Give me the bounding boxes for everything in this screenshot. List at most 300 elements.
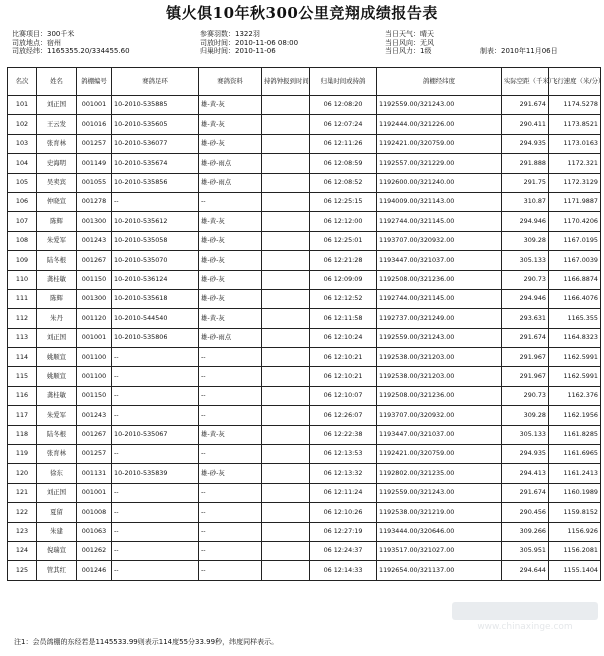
- cell-loft-id: 001257: [77, 445, 112, 464]
- cell-loft-id: 001063: [77, 522, 112, 541]
- results-table: [7, 67, 604, 581]
- cell-speed: 1170.4206: [549, 212, 601, 231]
- cell-coords: 1192421.00/320759.00: [377, 445, 502, 464]
- cell-bird-info: 雄-砂-灰: [199, 251, 262, 270]
- cell-name: 陈辉: [37, 289, 77, 308]
- info-event: 比赛项目：300千米: [12, 30, 75, 38]
- cell-loft-id: 001131: [77, 464, 112, 483]
- cell-loft-id: 001300: [77, 289, 112, 308]
- cell-clock-time: [262, 445, 310, 464]
- cell-bird-info: 雄-砂-灰: [199, 464, 262, 483]
- report-title: 镇火俱10年秋300公里竞翔成绩报告表: [166, 4, 438, 22]
- cell-ring: --: [112, 503, 199, 522]
- cell-bird-info: 雄-砂-雨点: [199, 173, 262, 192]
- cell-coords: 1192559.00/321243.00: [377, 483, 502, 502]
- cell-loft-id: 001278: [77, 192, 112, 211]
- cell-return-time: 06 12:07:24: [310, 115, 377, 134]
- cell-name: 张育林: [37, 134, 77, 153]
- col-header-coords: 鸽棚经纬度: [377, 68, 502, 96]
- cell-coords: 1192737.00/321249.00: [377, 309, 502, 328]
- cell-loft-id: 001055: [77, 173, 112, 192]
- cell-ring: 10-2010-544540: [112, 309, 199, 328]
- cell-coords: 1194009.00/321143.00: [377, 192, 502, 211]
- cell-loft-id: 001243: [77, 406, 112, 425]
- cell-rank: 107: [8, 212, 37, 231]
- cell-rank: 117: [8, 406, 37, 425]
- cell-coords: 1192559.00/321243.00: [377, 96, 502, 115]
- cell-loft-id: 001150: [77, 386, 112, 405]
- table-row: [8, 231, 601, 250]
- cell-bird-info: 雄-砂-灰: [199, 270, 262, 289]
- info-release-coords: 司放经纬：1165355.20/334455.60: [12, 47, 130, 55]
- cell-clock-time: [262, 386, 310, 405]
- cell-name: 陆冬根: [37, 251, 77, 270]
- cell-distance: 291.674: [502, 96, 549, 115]
- cell-coords: 1192538.00/321203.00: [377, 367, 502, 386]
- table-row: [8, 561, 601, 580]
- cell-clock-time: [262, 464, 310, 483]
- watermark-text: www.chinaxinge.com: [477, 622, 573, 632]
- cell-return-time: 06 12:11:24: [310, 483, 377, 502]
- table-row: [8, 386, 601, 405]
- cell-coords: 1192508.00/321236.00: [377, 270, 502, 289]
- cell-bird-info: 雄-黄-灰: [199, 212, 262, 231]
- cell-name: 龚桂敏: [37, 386, 77, 405]
- cell-ring: --: [112, 561, 199, 580]
- col-header-distance: 实际空距（千米）: [502, 68, 549, 96]
- cell-bird-info: 雄-砂-雨点: [199, 328, 262, 347]
- table-row: [8, 96, 601, 115]
- info-wind-direction: 当日风向：无风: [385, 38, 434, 47]
- table-row: [8, 328, 601, 347]
- cell-speed: 1166.8874: [549, 270, 601, 289]
- cell-clock-time: [262, 231, 310, 250]
- cell-coords: 1193707.00/320932.00: [377, 406, 502, 425]
- cell-ring: 10-2010-535612: [112, 212, 199, 231]
- cell-distance: 290.456: [502, 503, 549, 522]
- cell-return-time: 06 12:09:09: [310, 270, 377, 289]
- cell-return-time: 06 12:08:20: [310, 96, 377, 115]
- cell-coords: 1192744.00/321145.00: [377, 212, 502, 231]
- col-header-rank: 名次: [8, 68, 37, 96]
- cell-distance: 294.946: [502, 289, 549, 308]
- cell-loft-id: 001001: [77, 96, 112, 115]
- cell-name: 徐东: [37, 464, 77, 483]
- info-made-date: 制表：2010年11月06日: [480, 47, 558, 55]
- cell-rank: 111: [8, 289, 37, 308]
- cell-loft-id: 001246: [77, 561, 112, 580]
- cell-speed: 1167.0039: [549, 251, 601, 270]
- cell-speed: 1156.926: [549, 522, 601, 541]
- cell-rank: 105: [8, 173, 37, 192]
- cell-ring: --: [112, 386, 199, 405]
- cell-clock-time: [262, 134, 310, 153]
- cell-clock-time: [262, 561, 310, 580]
- cell-loft-id: 001300: [77, 212, 112, 231]
- cell-distance: 294.935: [502, 134, 549, 153]
- table-header-row: [8, 68, 601, 96]
- cell-return-time: 06 12:11:26: [310, 134, 377, 153]
- cell-speed: 1162.1956: [549, 406, 601, 425]
- cell-clock-time: [262, 483, 310, 502]
- cell-bird-info: 雄-砂-灰: [199, 231, 262, 250]
- cell-name: 朱爱军: [37, 231, 77, 250]
- info-block-event: [12, 30, 130, 56]
- cell-loft-id: 001243: [77, 231, 112, 250]
- cell-name: 仲晓宣: [37, 192, 77, 211]
- cell-bird-info: --: [199, 503, 262, 522]
- table-row: [8, 425, 601, 444]
- cell-rank: 124: [8, 541, 37, 560]
- cell-return-time: 06 12:10:21: [310, 348, 377, 367]
- cell-return-time: 06 12:12:52: [310, 289, 377, 308]
- cell-return-time: 06 12:21:28: [310, 251, 377, 270]
- table-row: [8, 289, 601, 308]
- cell-distance: 294.935: [502, 445, 549, 464]
- cell-coords: 1193447.00/321037.00: [377, 425, 502, 444]
- cell-clock-time: [262, 251, 310, 270]
- table-row: [8, 251, 601, 270]
- cell-return-time: 06 12:10:26: [310, 503, 377, 522]
- table-row: [8, 270, 601, 289]
- cell-bird-info: --: [199, 483, 262, 502]
- cell-coords: 1192538.00/321203.00: [377, 348, 502, 367]
- cell-loft-id: 001267: [77, 251, 112, 270]
- cell-name: 姚顺宣: [37, 348, 77, 367]
- table-row: [8, 154, 601, 173]
- cell-return-time: 06 12:10:21: [310, 367, 377, 386]
- cell-clock-time: [262, 270, 310, 289]
- cell-bird-info: --: [199, 192, 262, 211]
- table-row: [8, 483, 601, 502]
- cell-ring: 10-2010-536124: [112, 270, 199, 289]
- cell-distance: 305.951: [502, 541, 549, 560]
- cell-bird-info: 雄-黄-灰: [199, 115, 262, 134]
- cell-ring: --: [112, 483, 199, 502]
- cell-clock-time: [262, 289, 310, 308]
- info-release-place: 司放地点：宿州: [12, 38, 61, 47]
- table-row: [8, 464, 601, 483]
- cell-return-time: 06 12:25:01: [310, 231, 377, 250]
- cell-clock-time: [262, 192, 310, 211]
- cell-coords: 1192508.00/321236.00: [377, 386, 502, 405]
- cell-speed: 1160.1989: [549, 483, 601, 502]
- cell-return-time: 06 12:14:33: [310, 561, 377, 580]
- cell-distance: 290.73: [502, 270, 549, 289]
- cell-speed: 1167.0195: [549, 231, 601, 250]
- cell-rank: 120: [8, 464, 37, 483]
- cell-ring: 10-2010-535070: [112, 251, 199, 270]
- cell-name: 朱建: [37, 522, 77, 541]
- cell-ring: 10-2010-535839: [112, 464, 199, 483]
- cell-loft-id: 001262: [77, 541, 112, 560]
- cell-coords: 1193517.00/321027.00: [377, 541, 502, 560]
- cell-ring: 10-2010-535674: [112, 154, 199, 173]
- info-block-weather: [385, 30, 434, 56]
- cell-ring: 10-2010-535067: [112, 425, 199, 444]
- cell-clock-time: [262, 328, 310, 347]
- cell-speed: 1155.1404: [549, 561, 601, 580]
- cell-return-time: 06 12:13:53: [310, 445, 377, 464]
- cell-loft-id: 001257: [77, 134, 112, 153]
- cell-ring: 10-2010-535806: [112, 328, 199, 347]
- cell-loft-id: 001267: [77, 425, 112, 444]
- cell-coords: 1192600.00/321240.00: [377, 173, 502, 192]
- cell-clock-time: [262, 154, 310, 173]
- cell-loft-id: 001120: [77, 309, 112, 328]
- cell-name: 刘正国: [37, 96, 77, 115]
- info-release-time: 司放时间：2010-11-06 08:00: [200, 38, 299, 47]
- cell-return-time: 06 12:27:19: [310, 522, 377, 541]
- cell-bird-info: --: [199, 348, 262, 367]
- cell-rank: 101: [8, 96, 37, 115]
- cell-distance: 294.413: [502, 464, 549, 483]
- table-row: [8, 309, 601, 328]
- cell-name: 刘正国: [37, 328, 77, 347]
- cell-name: 王云发: [37, 115, 77, 134]
- cell-rank: 119: [8, 445, 37, 464]
- table-row: [8, 173, 601, 192]
- info-return-time: 归巢时间：2010-11-06: [200, 47, 276, 55]
- cell-loft-id: 001008: [77, 503, 112, 522]
- info-entries: 参赛羽数：1322羽: [200, 30, 260, 38]
- cell-speed: 1161.8285: [549, 425, 601, 444]
- cell-bird-info: --: [199, 561, 262, 580]
- cell-speed: 1161.6965: [549, 445, 601, 464]
- cell-bird-info: --: [199, 367, 262, 386]
- cell-name: 朱丹: [37, 309, 77, 328]
- cell-name: 朱爱军: [37, 406, 77, 425]
- cell-rank: 122: [8, 503, 37, 522]
- table-row: [8, 134, 601, 153]
- cell-speed: 1172.321: [549, 154, 601, 173]
- cell-rank: 102: [8, 115, 37, 134]
- cell-ring: --: [112, 406, 199, 425]
- cell-distance: 294.644: [502, 561, 549, 580]
- cell-return-time: 06 12:08:59: [310, 154, 377, 173]
- table-row: [8, 348, 601, 367]
- cell-distance: 309.28: [502, 231, 549, 250]
- cell-clock-time: [262, 348, 310, 367]
- cell-rank: 114: [8, 348, 37, 367]
- table-row: [8, 212, 601, 231]
- cell-ring: --: [112, 541, 199, 560]
- cell-distance: 291.674: [502, 328, 549, 347]
- cell-loft-id: 001100: [77, 367, 112, 386]
- table-row: [8, 445, 601, 464]
- table-row: [8, 541, 601, 560]
- cell-return-time: 06 12:13:32: [310, 464, 377, 483]
- cell-ring: --: [112, 445, 199, 464]
- cell-rank: 113: [8, 328, 37, 347]
- cell-bird-info: 雄-黄-灰: [199, 309, 262, 328]
- cell-bird-info: --: [199, 522, 262, 541]
- table-row: [8, 367, 601, 386]
- cell-bird-info: 雄-砂-雨点: [199, 154, 262, 173]
- cell-clock-time: [262, 212, 310, 231]
- cell-name: 龚桂敏: [37, 270, 77, 289]
- cell-return-time: 06 12:08:52: [310, 173, 377, 192]
- table-row: [8, 522, 601, 541]
- cell-ring: --: [112, 367, 199, 386]
- col-header-loft-id: 鸽棚编号: [77, 68, 112, 96]
- cell-clock-time: [262, 425, 310, 444]
- table-row: [8, 115, 601, 134]
- cell-distance: 305.133: [502, 251, 549, 270]
- cell-rank: 115: [8, 367, 37, 386]
- cell-coords: 1192557.00/321229.00: [377, 154, 502, 173]
- cell-coords: 1192744.00/321145.00: [377, 289, 502, 308]
- cell-distance: 310.87: [502, 192, 549, 211]
- cell-rank: 116: [8, 386, 37, 405]
- cell-name: 管其红: [37, 561, 77, 580]
- col-header-bird-info: 赛鸽资料: [199, 68, 262, 96]
- cell-clock-time: [262, 406, 310, 425]
- cell-name: 陆冬根: [37, 425, 77, 444]
- cell-bird-info: 雄-黄-灰: [199, 425, 262, 444]
- cell-ring: --: [112, 192, 199, 211]
- cell-rank: 118: [8, 425, 37, 444]
- cell-name: 陈辉: [37, 212, 77, 231]
- table-row: [8, 192, 601, 211]
- cell-coords: 1193447.00/321037.00: [377, 251, 502, 270]
- cell-clock-time: [262, 367, 310, 386]
- table-row: [8, 503, 601, 522]
- cell-distance: 290.411: [502, 115, 549, 134]
- cell-speed: 1166.4076: [549, 289, 601, 308]
- cell-name: 姚顺宣: [37, 367, 77, 386]
- col-header-speed: 飞行速度（米/分）: [549, 68, 601, 96]
- col-header-clock-time: 持鸽钟报到时间: [262, 68, 310, 96]
- table-body: [8, 96, 601, 581]
- cell-coords: 1192538.00/321219.00: [377, 503, 502, 522]
- cell-loft-id: 001016: [77, 115, 112, 134]
- cell-speed: 1156.2081: [549, 541, 601, 560]
- cell-distance: 291.674: [502, 483, 549, 502]
- cell-return-time: 06 12:25:15: [310, 192, 377, 211]
- watermark-logo: [450, 598, 600, 632]
- cell-bird-info: 雄-黄-灰: [199, 96, 262, 115]
- cell-return-time: 06 12:26:07: [310, 406, 377, 425]
- cell-clock-time: [262, 173, 310, 192]
- cell-loft-id: 001149: [77, 154, 112, 173]
- cell-ring: --: [112, 348, 199, 367]
- cell-coords: 1192802.00/321235.00: [377, 464, 502, 483]
- cell-name: 史海明: [37, 154, 77, 173]
- cell-coords: 1192444.00/321226.00: [377, 115, 502, 134]
- cell-speed: 1165.355: [549, 309, 601, 328]
- cell-name: 张育林: [37, 445, 77, 464]
- cell-loft-id: 001001: [77, 483, 112, 502]
- info-weather: 当日天气：晴天: [385, 30, 434, 38]
- cell-clock-time: [262, 309, 310, 328]
- cell-loft-id: 001100: [77, 348, 112, 367]
- cell-rank: 110: [8, 270, 37, 289]
- cell-distance: 290.73: [502, 386, 549, 405]
- cell-return-time: 06 12:12:00: [310, 212, 377, 231]
- cell-distance: 294.946: [502, 212, 549, 231]
- cell-coords: 1192421.00/320759.00: [377, 134, 502, 153]
- cell-rank: 123: [8, 522, 37, 541]
- cell-distance: 293.631: [502, 309, 549, 328]
- cell-speed: 1162.5991: [549, 348, 601, 367]
- cell-distance: 305.133: [502, 425, 549, 444]
- col-header-name: 姓名: [37, 68, 77, 96]
- cell-bird-info: --: [199, 445, 262, 464]
- cell-bird-info: --: [199, 406, 262, 425]
- cell-coords: 1192654.00/321137.00: [377, 561, 502, 580]
- cell-loft-id: 001150: [77, 270, 112, 289]
- cell-ring: 10-2010-536077: [112, 134, 199, 153]
- cell-speed: 1173.8521: [549, 115, 601, 134]
- cell-rank: 103: [8, 134, 37, 153]
- footnote: 注1：会员鸽棚的东经若是1145533.99则表示114度55分33.99秒，纬度同样表示。: [14, 638, 279, 646]
- cell-return-time: 06 12:10:24: [310, 328, 377, 347]
- cell-clock-time: [262, 96, 310, 115]
- cell-rank: 121: [8, 483, 37, 502]
- cell-name: 吴卖宾: [37, 173, 77, 192]
- cell-speed: 1162.376: [549, 386, 601, 405]
- cell-speed: 1164.8323: [549, 328, 601, 347]
- cell-speed: 1174.5278: [549, 96, 601, 115]
- cell-distance: 291.888: [502, 154, 549, 173]
- cell-ring: 10-2010-535618: [112, 289, 199, 308]
- cell-coords: 1192559.00/321243.00: [377, 328, 502, 347]
- cell-rank: 104: [8, 154, 37, 173]
- col-header-return-time: 归巢时间或持鸽: [310, 68, 377, 96]
- cell-speed: 1173.0163: [549, 134, 601, 153]
- cell-ring: 10-2010-535856: [112, 173, 199, 192]
- cell-return-time: 06 12:11:58: [310, 309, 377, 328]
- cell-rank: 112: [8, 309, 37, 328]
- cell-rank: 108: [8, 231, 37, 250]
- cell-distance: 291.75: [502, 173, 549, 192]
- cell-rank: 125: [8, 561, 37, 580]
- cell-rank: 106: [8, 192, 37, 211]
- cell-speed: 1172.3129: [549, 173, 601, 192]
- cell-clock-time: [262, 115, 310, 134]
- info-wind-force: 当日风力：1级: [385, 47, 432, 55]
- cell-bird-info: 雄-砂-灰: [199, 134, 262, 153]
- cell-return-time: 06 12:10:07: [310, 386, 377, 405]
- col-header-ring: 赛鸽足环: [112, 68, 199, 96]
- cell-bird-info: --: [199, 386, 262, 405]
- cell-return-time: 06 12:24:37: [310, 541, 377, 560]
- cell-speed: 1171.9887: [549, 192, 601, 211]
- cell-name: 夏留: [37, 503, 77, 522]
- cell-distance: 291.967: [502, 367, 549, 386]
- cell-distance: 291.967: [502, 348, 549, 367]
- info-block-times: [200, 30, 298, 56]
- cell-return-time: 06 12:22:38: [310, 425, 377, 444]
- cell-distance: 309.28: [502, 406, 549, 425]
- cell-rank: 109: [8, 251, 37, 270]
- cell-bird-info: 雄-砂-灰: [199, 289, 262, 308]
- cell-ring: 10-2010-535058: [112, 231, 199, 250]
- cell-clock-time: [262, 541, 310, 560]
- cell-coords: 1193444.00/320646.00: [377, 522, 502, 541]
- cell-ring: 10-2010-535885: [112, 96, 199, 115]
- cell-loft-id: 001001: [77, 328, 112, 347]
- table-row: [8, 406, 601, 425]
- cell-name: 倪瑞宣: [37, 541, 77, 560]
- cell-bird-info: --: [199, 541, 262, 560]
- cell-speed: 1162.5991: [549, 367, 601, 386]
- cell-distance: 309.266: [502, 522, 549, 541]
- cell-speed: 1159.8152: [549, 503, 601, 522]
- cell-name: 刘正国: [37, 483, 77, 502]
- cell-speed: 1161.2413: [549, 464, 601, 483]
